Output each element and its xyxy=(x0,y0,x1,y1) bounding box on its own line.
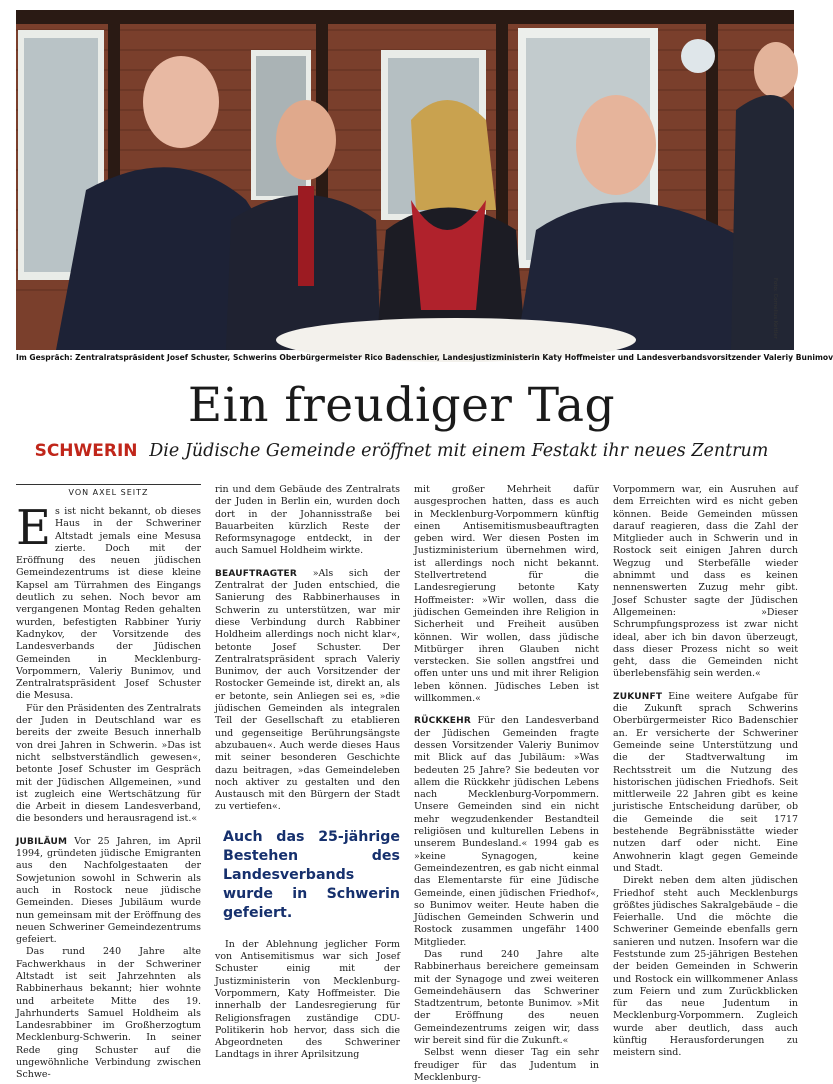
deck: Die Jüdische Gemeinde eröffnet mit einem Festakt ihr neues Zentrum xyxy=(149,441,769,461)
paragraph: Selbst wenn dieser Tag ein sehr freudiger für das Judentum in Mecklenburg- xyxy=(414,1047,599,1083)
dateline-place: SCHWERIN xyxy=(34,441,138,461)
byline: VON AXEL SEITZ xyxy=(16,484,201,498)
article-body xyxy=(16,484,798,1083)
column-2 xyxy=(215,484,400,1061)
subhead-kicker: ZUKUNFT xyxy=(613,691,663,702)
paragraph: Das rund 240 Jahre alte Rabbinerhaus bereichere gemeinsam mit der Synagoge und zwei weiteren Gemeindehäusern das Schweriner Stadtzentrum, betonte Bunimov. »Mit der Eröffnung des neuen Gemeindezentrums zeigen wir, dass wir bereit sind für die Zukunft.« xyxy=(414,948,599,1047)
subhead-kicker: BEAUFTRAGTER xyxy=(215,568,298,579)
paragraph: mit großer Mehrheit dafür ausgesprochen hatten, dass es auch in Mecklenburg-Vorpommern künftig einen Antisemitismusbeauftragten geben wird. Wer diesen Posten im Justizministerium übernehmen wird, ist allerdings noch nicht bekannt. Stellvertretend für die Landesregierung betonte Katy Hoffmeister: »Wir wollen, dass die jüdischen Gemeinden ihre Religion in Sicherheit und Freiheit ausüben können. Wir wollen, dass jüdische Mitbürger ihren Glauben nicht verstecken. Sie sollen angstfrei und offen unter uns und mit ihrer Religion leben können. Jüdisches Leben ist willkommen.« xyxy=(414,484,599,705)
column-4 xyxy=(613,484,798,1059)
column-1 xyxy=(16,484,202,1081)
paragraph: Direkt neben dem alten jüdischen Friedhof steht auch Mecklenburgs größtes jüdisches Sakralgebäude – die Feierhalle. Und die möchte die Schweriner Gemeinde ebenfalls gern sanieren und nutzen. Insofern war die Feststunde zum 25-jährigen Bestehen der beiden Gemeinden in Schwerin und Rostock ein willkommener Anlass zum Feiern und zum Zurückblicken für das neue Judentum in Mecklenburg-Vorpommern. Zugleich wurde aber deutlich, dass auch künftig Herausforderungen zu meistern sind. xyxy=(613,875,798,1059)
subhead-kicker: JUBILÄUM xyxy=(16,836,68,847)
drop-cap: E xyxy=(16,500,52,556)
paragraph: BEAUFTRAGTER »Als sich der Zentralrat der Juden entschied, die Sanierung des Rabbinerhauses in Schwerin zu unterstützen, war mir diese Verbindung durch Rabbiner Holdheim allerdings noch nicht klar«, betonte Josef Schuster. Der Zentralratspräsident sprach Valeriy Bunimov, der auch Vorsitzender der Rostocker Gemeinde ist, direkt an, als er betonte, sein Anliegen sei es, »die jüdischen Gemeinden als integralen Teil der Gesellschaft zu etablieren und gegenseitige Berührungsängste abzubauen«. Auch werde dieses Haus mit seiner besonderen Geschichte dazu beitragen, »das Gemeindeleben noch aktiver zu gestalten und den Austausch mit den Bürgern der Stadt zu vertiefen«. xyxy=(215,567,400,813)
paragraph: Für den Präsidenten des Zentralrats der Juden in Deutschland war es bereits der zweite Besuch innerhalb von drei Jahren in Schwerin. »Das ist nicht selbstverständlich gewesen«, betonte Josef Schuster im Gespräch mit der Jüdischen Allgemeinen, »und ist zugleich eine Wertschätzung für die Arbeit in diesem Landesverband, die besonders und herausragend ist.« xyxy=(16,702,201,825)
paragraph: JUBILÄUM Vor 25 Jahren, im April 1994, gründeten jüdische Emigranten aus den Nachfolgestaaten der Sowjetunion sowohl in Schwerin als auch in Rostock neue jüdische Gemeinden. Dieses Jubiläum wurde nun gemeinsam mit der Eröffnung des neuen Schweriner Gemeindezentrums gefeiert. xyxy=(16,835,202,946)
paragraph: RÜCKKEHR Für den Landesverband der Jüdischen Gemeinden fragte dessen Vorsitzender Valeriy Bunimov mit Blick auf das Jubiläum: »Was bedeuten 25 Jahre? Sie bedeuten vor allem die Rückkehr jüdischen Lebens nach Mecklenburg-Vorpommern. Unsere Gemeinden sind ein nicht mehr wegzudenkender Bestandteil religiösen und kulturellen Lebens in unserem Bundesland.« 1994 gab es »keine Synagogen, keine Gemeindezentren, es gab nicht einmal das Elementarste für eine Jüdische Gemeinde, einen jüdischen Friedhof«, so Bunimov weiter. Heute haben die Jüdischen Gemeinden Schwerin und Rostock zusammen ungefähr 1400 Mitglieder. xyxy=(414,715,600,948)
subheadline xyxy=(0,438,803,464)
pull-quote: Auch das 25-jährige Bestehen des Landesverbands wurde in Schwerin gefeiert. xyxy=(223,828,400,921)
column-3 xyxy=(414,484,600,1083)
paragraph: Vorpommern war, ein Ausruhen auf dem Erreichten wird es nicht geben können. Beide Gemeinden müssen darauf reagieren, dass die Zahl der Mitglieder auch in Schwerin und in Rostock seit einigen Jahren durch Wegzug und Sterbefälle wieder abnimmt und dass es keinen nennenswerten Zuzug mehr gibt. Josef Schuster sagte der Jüdischen Allgemeinen: »Dieser Schrumpfungsprozess ist zwar nicht ideal, aber ich bin davon überzeugt, dass dieser Prozess nicht so weit geht, dass die Gemeinden nicht überlebensfähig sein werden.« xyxy=(613,484,798,680)
paragraph: Das rund 240 Jahre alte Fachwerkhaus in der Schweriner Altstadt ist seit Jahrzehnten als Rabbinerhaus bekannt; hier wohnte und arbeitete Mitte des 19. Jahrhunderts Samuel Holdheim als Landesrabbiner im Großherzogtum Mecklenburg-Schwerin. In seiner Rede ging Schuster auf die ungewöhnliche Verbindung zwischen Schwe- xyxy=(16,946,201,1081)
paragraph: In der Ablehnung jeglicher Form von Antisemitismus war sich Josef Schuster einig mit der Justizministerin von Mecklenburg-Vorpommern, Katy Hoffmeister. Die innerhalb der Landesregierung für Religionsfragen zuständige CDU-Politikerin hob hervor, dass sich die Abgeordneten des Schweriner Landtags in ihrer Aprilsitzung xyxy=(215,938,400,1061)
photo-credit: Foto: Cornelius Kettler xyxy=(772,278,778,340)
paragraph: ZUKUNFT Eine weitere Aufgabe für die Zukunft sprach Schwerins Oberbürgermeister Rico Badenschier an. Er versicherte der Schweriner Gemeinde seine Unterstützung und die der Stadtverwaltung im Rechtsstreit um die Nutzung des historischen jüdischen Friedhofs. Seit mittlerweile 22 Jahren gibt es keine juristische Entscheidung darüber, ob die Gemeinde die seit 1717 bestehende Begräbnisstätte wieder nutzen darf oder nicht. Eine Anwohnerin klagt gegen Gemeinde und Stadt. xyxy=(613,690,798,874)
paragraph: rin und dem Gebäude des Zentralrats der Juden in Berlin ein, wurden doch dort in der Johannisstraße bei Bauarbeiten kürzlich Reste der Reformsynagoge entdeckt, in der auch Samuel Holdheim wirkte. xyxy=(215,484,400,557)
photo-caption: Im Gespräch: Zentralratspräsident Josef Schuster, Schwerins Oberbürgermeister Rico Badenschier, Landesjustizministerin Katy Hoffmeister und Landesverbandsvorsitzender Valeriy Bunimov xyxy=(16,353,833,362)
paragraph: Es ist nicht bekannt, ob dieses Haus in der Schweriner Altstadt jemals eine Mesusa zierte. Doch mit der Eröffnung des neuen jüdischen Gemeindezentrums ist diese kleine Kapsel am Türrahmen des Eingangs deutlich zu sehen. Noch bevor am vergangenen Montag Reden gehalten wurden, befestigten Rabbiner Yuriy Kadnykov, der Vorsitzende des Landesverbands der Jüdischen Gemeinden in Mecklenburg-Vorpommern, Valeriy Bunimov, und Zentralratspräsident Josef Schuster die Mesusa. xyxy=(16,500,201,702)
group-photo xyxy=(16,10,794,350)
headline: Ein freudiger Tag xyxy=(187,378,616,433)
subhead-kicker: RÜCKKEHR xyxy=(414,716,472,727)
